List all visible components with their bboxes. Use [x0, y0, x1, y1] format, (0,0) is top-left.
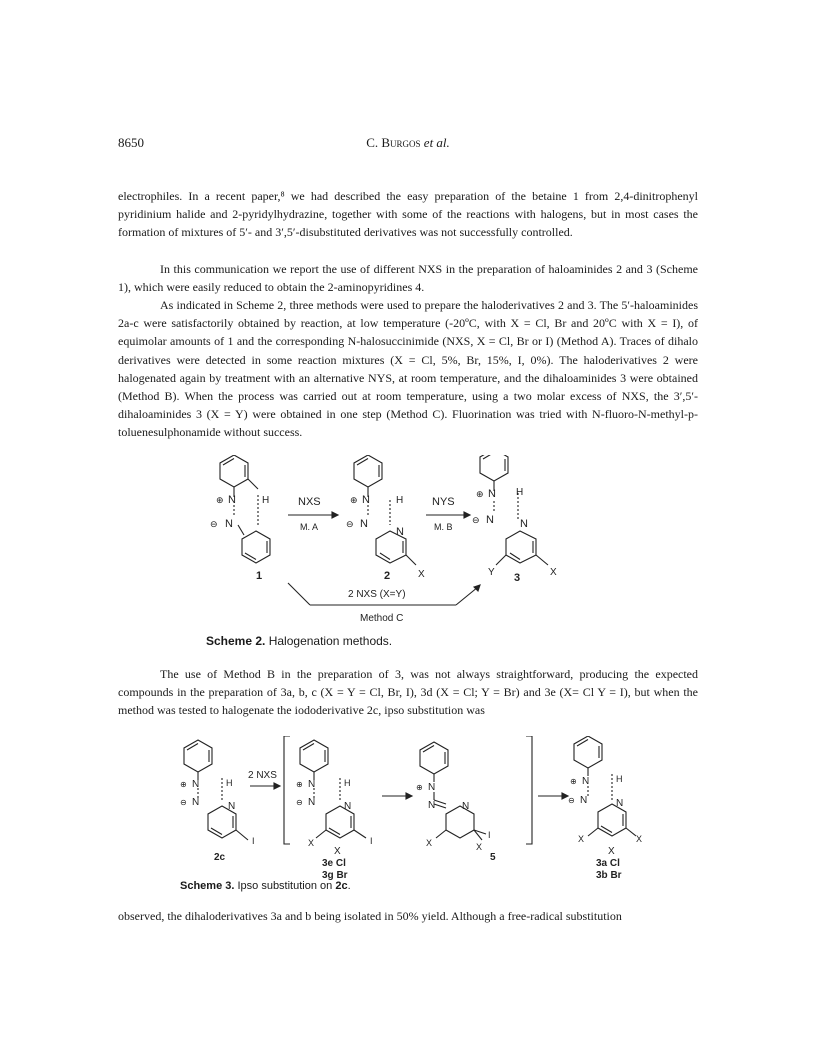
scheme-2-caption-text: Halogenation methods.	[265, 634, 393, 648]
svg-text:N: N	[192, 797, 200, 808]
scheme-3-diagram	[176, 736, 646, 886]
svg-text:N: N	[308, 779, 316, 790]
svg-text:N: N	[582, 776, 590, 787]
svg-text:⊕: ⊕	[180, 780, 187, 789]
svg-text:X: X	[578, 834, 585, 844]
svg-text:⊕: ⊕	[416, 783, 423, 792]
svg-text:N: N	[225, 518, 233, 530]
paragraph-electrophiles	[118, 187, 698, 242]
svg-text:Y: Y	[488, 567, 495, 578]
svg-text:⊖: ⊖	[346, 519, 354, 529]
product-row-3b: 3b Br	[596, 870, 622, 881]
para5-text: observed, the dihaloderivatives 3a and b being isolated in 50% yield. Although a free-radical substitution	[118, 909, 622, 923]
svg-text:N: N	[428, 782, 436, 793]
label-2c: 2c	[214, 852, 226, 863]
scheme-3-caption	[180, 880, 351, 892]
svg-text:N: N	[396, 526, 404, 538]
scheme-3-caption-label: Scheme 3.	[180, 880, 235, 892]
scheme-3-caption-compound: 2c	[335, 880, 348, 892]
svg-text:N: N	[228, 801, 236, 812]
para2-text: In this communication we report the use of different NXS in the preparation of haloaminides 2 and 3 (Scheme 1), which were easily reduced to obtain the 2-aminopyridines 4.	[118, 262, 698, 295]
scheme-3-caption-text: Ipso substitution on	[234, 880, 336, 892]
para1-text: electrophiles. In a recent paper,⁸ we had described the easy preparation of the betaine 1 from 2,4-dinitrophenyl pyridinium halide and 2-pyridylhydrazine, together with some of the reactions with halogens, but in most cases the formation of mixtures of 5′- and 3′,5′-disubstituted derivatives was not successfully controlled.	[118, 189, 698, 240]
svg-text:N: N	[488, 488, 496, 500]
label-3: 3	[514, 572, 521, 584]
svg-text:N: N	[616, 798, 624, 809]
svg-text:X: X	[476, 842, 483, 852]
method-c-label: Method C	[360, 613, 404, 624]
svg-text:I: I	[252, 836, 255, 846]
arrow2-reagent: NYS	[432, 496, 455, 508]
svg-text:N: N	[308, 797, 316, 808]
method-c-reagent: 2 NXS (X=Y)	[348, 589, 406, 600]
scheme-2-caption	[206, 634, 392, 648]
svg-text:X: X	[550, 567, 557, 578]
label-5: 5	[490, 852, 496, 863]
header-author: C. Burgos	[366, 135, 421, 150]
svg-text:N: N	[580, 795, 588, 806]
compound-1-structure	[220, 455, 270, 563]
svg-text:I: I	[370, 836, 373, 846]
label-2: 2	[384, 570, 391, 582]
scheme-2-caption-label: Scheme 2.	[206, 634, 266, 648]
para4-text: The use of Method B in the preparation of 3, was not always straightforward, producing the expected compounds in the preparation of 3a, b, c (X = Y = Cl, Br, I), 3d (X = Cl; Y = Br) and 3e (X= Cl Y = I), but when the method was tested to halogenate the iododerivative 2c, ipso substitution was	[118, 667, 698, 718]
scheme-2-diagram	[200, 455, 600, 645]
svg-text:X: X	[308, 838, 315, 848]
intermediate-row-3g: 3g Br	[322, 870, 348, 881]
svg-text:⊖: ⊖	[180, 798, 187, 807]
compound-3-structure	[480, 455, 548, 565]
scheme-3-caption-dot: .	[347, 880, 351, 892]
svg-text:⊕: ⊕	[350, 495, 358, 505]
svg-text:I: I	[488, 830, 491, 840]
header-et-al: et al.	[423, 135, 450, 150]
product-x: X	[608, 846, 615, 857]
para3-text: As indicated in Scheme 2, three methods were used to prepare the haloderivatives 2 and 3. The 5′-haloaminides 2a-c were satisfactorily obtained by reaction, at low temperature (-20ºC, with X = Cl, Br and 20ºC with X = I), of equimolar amounts of 1 and the corresponding N-halosuccinimide (NXS, X = Cl, Br or I) (Method A). Traces of dihalo derivatives were detected in some reaction mixtures (X = Cl, 5%, Br, 15%, I, 0%). The haloderivatives 2 were halogenated again by treatment with an alternative NYS, at room temperature, and the dihaloaminides 3 were obtained (Method B). When the process was carried out at room temperature, using a two molar excess of NXS, the 3′,5′-dihaloaminides 3 (X = Y) were obtained in one step (Method C). Fluorination was tried with N-fluoro-N-methyl-p-toluenesulphonamide without success.	[118, 298, 698, 440]
svg-text:N: N	[520, 518, 528, 530]
svg-text:N: N	[344, 801, 352, 812]
running-header	[0, 135, 816, 151]
paragraph-method-b	[118, 665, 698, 720]
svg-text:⊖: ⊖	[210, 519, 218, 529]
svg-text:N: N	[486, 514, 494, 526]
svg-text:N: N	[192, 779, 200, 790]
svg-text:⊕: ⊕	[476, 489, 484, 499]
svg-text:N: N	[462, 801, 470, 812]
svg-text:N: N	[228, 494, 236, 506]
svg-text:⊕: ⊕	[570, 777, 577, 786]
product-row-3a: 3a Cl	[596, 858, 620, 869]
svg-text:H: H	[516, 487, 524, 498]
compound-2-structure	[354, 455, 416, 565]
svg-text:N: N	[428, 800, 436, 811]
svg-text:⊖: ⊖	[568, 796, 575, 805]
intermediate-row-3e: 3e Cl	[322, 858, 346, 869]
label-1: 1	[256, 570, 263, 582]
arrow1-method: M. A	[300, 522, 319, 532]
svg-text:⊖: ⊖	[296, 798, 303, 807]
svg-text:H: H	[226, 778, 233, 788]
paragraph-methods	[118, 296, 698, 442]
svg-text:N: N	[360, 518, 368, 530]
arrow2-method: M. B	[434, 522, 453, 532]
intermediate-x: X	[334, 846, 341, 857]
svg-text:⊕: ⊕	[296, 780, 303, 789]
svg-text:H: H	[616, 774, 623, 784]
compound-2c-structure	[184, 740, 248, 840]
scheme-3-reagent: 2 NXS	[248, 770, 277, 781]
paragraph-communication	[118, 260, 698, 296]
page-number: 8650	[118, 135, 144, 150]
svg-text:X: X	[426, 838, 433, 848]
svg-text:X: X	[636, 834, 643, 844]
arrow1-reagent: NXS	[298, 496, 321, 508]
paragraph-observed	[118, 907, 698, 925]
svg-text:⊕: ⊕	[216, 495, 224, 505]
svg-text:N: N	[362, 494, 370, 506]
svg-text:H: H	[262, 495, 270, 506]
svg-text:X: X	[418, 569, 425, 580]
svg-text:H: H	[396, 495, 404, 506]
svg-text:⊖: ⊖	[472, 515, 480, 525]
svg-text:H: H	[344, 778, 351, 788]
